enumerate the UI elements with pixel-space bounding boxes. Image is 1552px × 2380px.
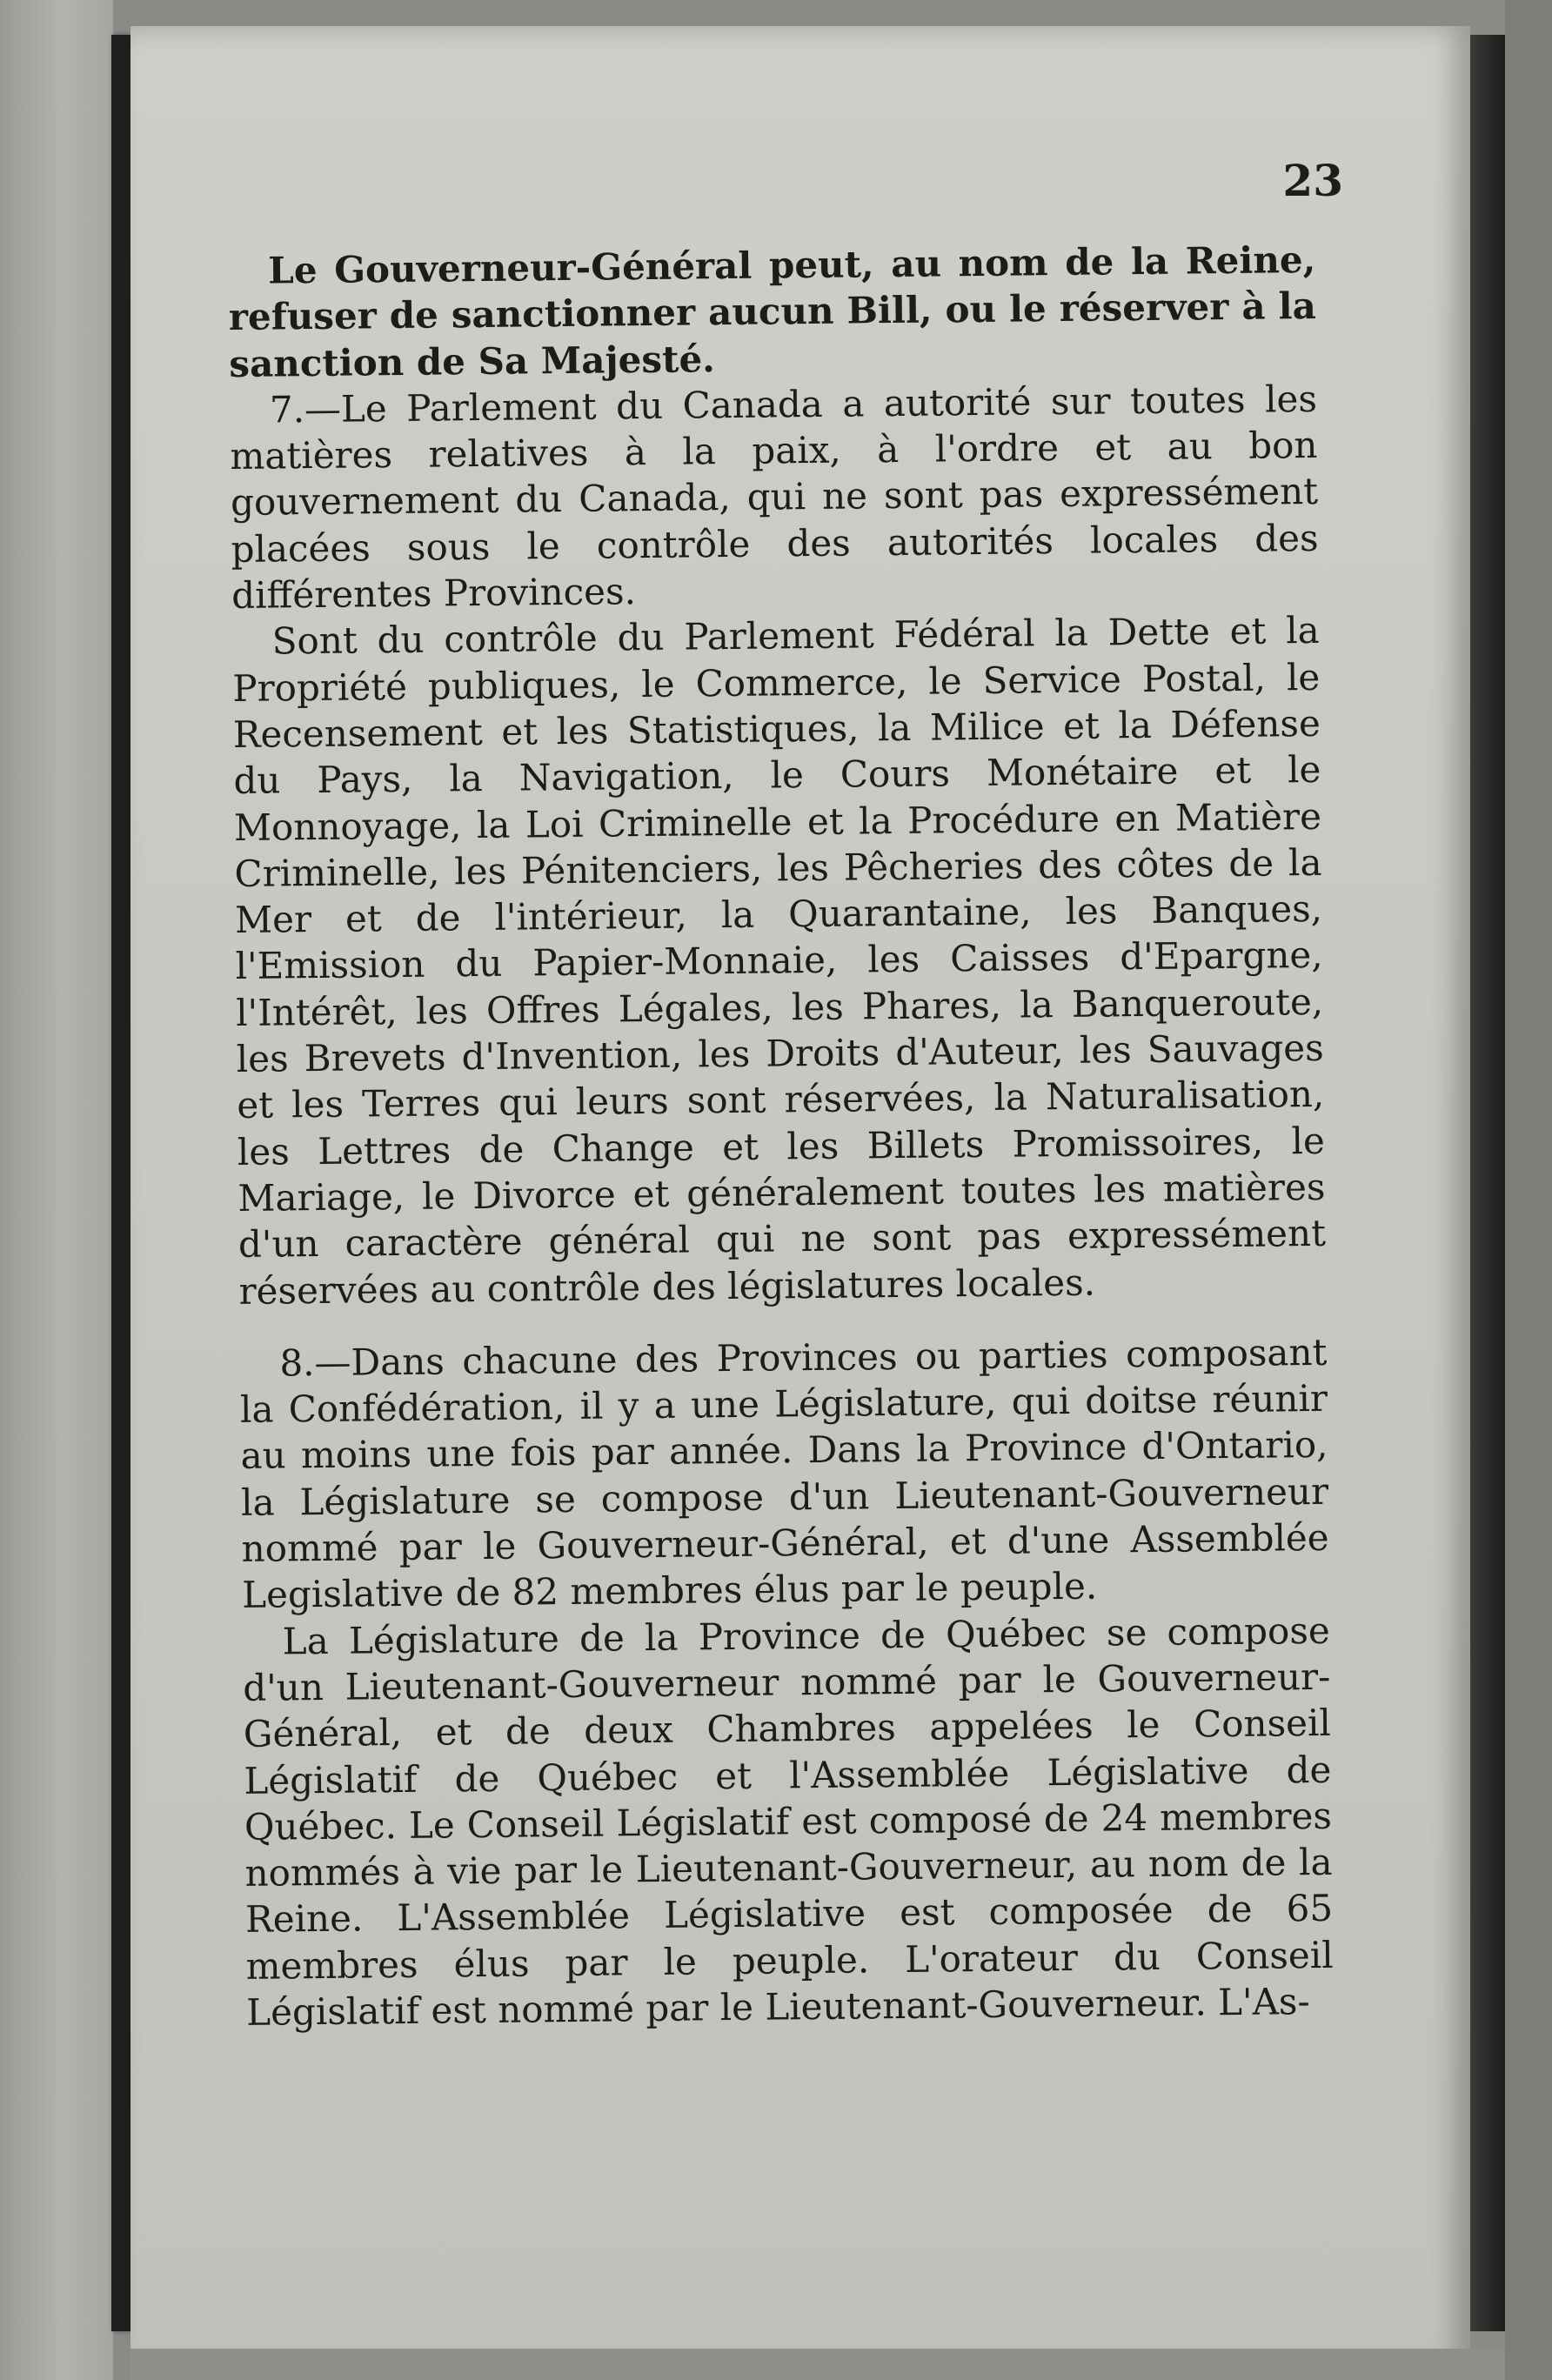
paragraph-governor-general: Le Gouverneur-Général peut, au nom de la Reine, refuser de sanctionner aucun Bill, ou le réserver à la sanction de Sa Majesté. <box>228 237 1317 385</box>
page-number: 23 <box>1282 155 1343 206</box>
body-text <box>228 237 1334 2036</box>
paragraph-quebec-legislature: La Législature de la Province de Québec se compose d'un Lieutenant-Gouverneur nommé par le Gouverneur-Général, et de deux Chambres appelées le Conseil Législatif de Québec et l'Assemblée Législative de Québec. Le Conseil Législatif est composé de 24 membres nommés à vie par le Lieutenant-Gouverneur, au nom de la Reine. L'Assemblée Législative est composée de 65 membres élus par le peuple. L'orateur du Conseil Législatif est nommé par le Lieutenant-Gouverneur. L'As- <box>243 1608 1334 2034</box>
scan-background-bottom <box>130 2349 1505 2380</box>
paragraph-federal-control: Sont du contrôle du Parlement Fédéral la Dette et la Propriété publiques, le Commerce, le Service Postal, le Recensement et les Statistiques, la Milice et la Défense du Pays, la Navigation, le Cours Monétaire et le Monnoyage, la Loi Criminelle et la Procédure en Matière Criminelle, les Pénitenciers, les Pêcheries des côtes de la Mer et de l'intérieur, la Quarantaine, les Banques, l'Emission du Papier-Monnaie, les Caisses d'Epargne, l'Intérêt, les Offres Légales, les Phares, la Banqueroute, les Brevets d'Invention, les Droits d'Auteur, les Sauvages et les Terres qui leurs sont réservées, la Naturalisation, les Lettres de Change et les Billets Promissoires, le Mariage, le Divorce et généralement toutes les matières d'un caractère général qui ne sont pas expressément réservées au contrôle des législatures locales. <box>232 609 1327 1313</box>
facing-page-edge <box>0 0 113 2380</box>
page-edge-shadow <box>1470 35 1505 2331</box>
scan-background <box>1505 0 1552 2380</box>
paragraph-article-8: 8.—Dans chacune des Provinces ou parties composant la Confédération, il y a une Législature, qui doitse réunir au moins une fois par année. Dans la Province d'Ontario, la Législature se compose d'un Lieutenant-Gouverneur nommé par le Gouverneur-Général, et d'une Assemblée Legislative de 82 membres élus par le peuple. <box>239 1330 1329 1617</box>
binding-gutter <box>111 35 130 2331</box>
paragraph-article-7: 7.—Le Parlement du Canada a autorité sur toutes les matières relatives à la paix, à l'ordre et au bon gouvernement du Canada, qui ne sont pas expressément placées sous le contrôle des autorités locales des différentes Provinces. <box>230 377 1319 618</box>
